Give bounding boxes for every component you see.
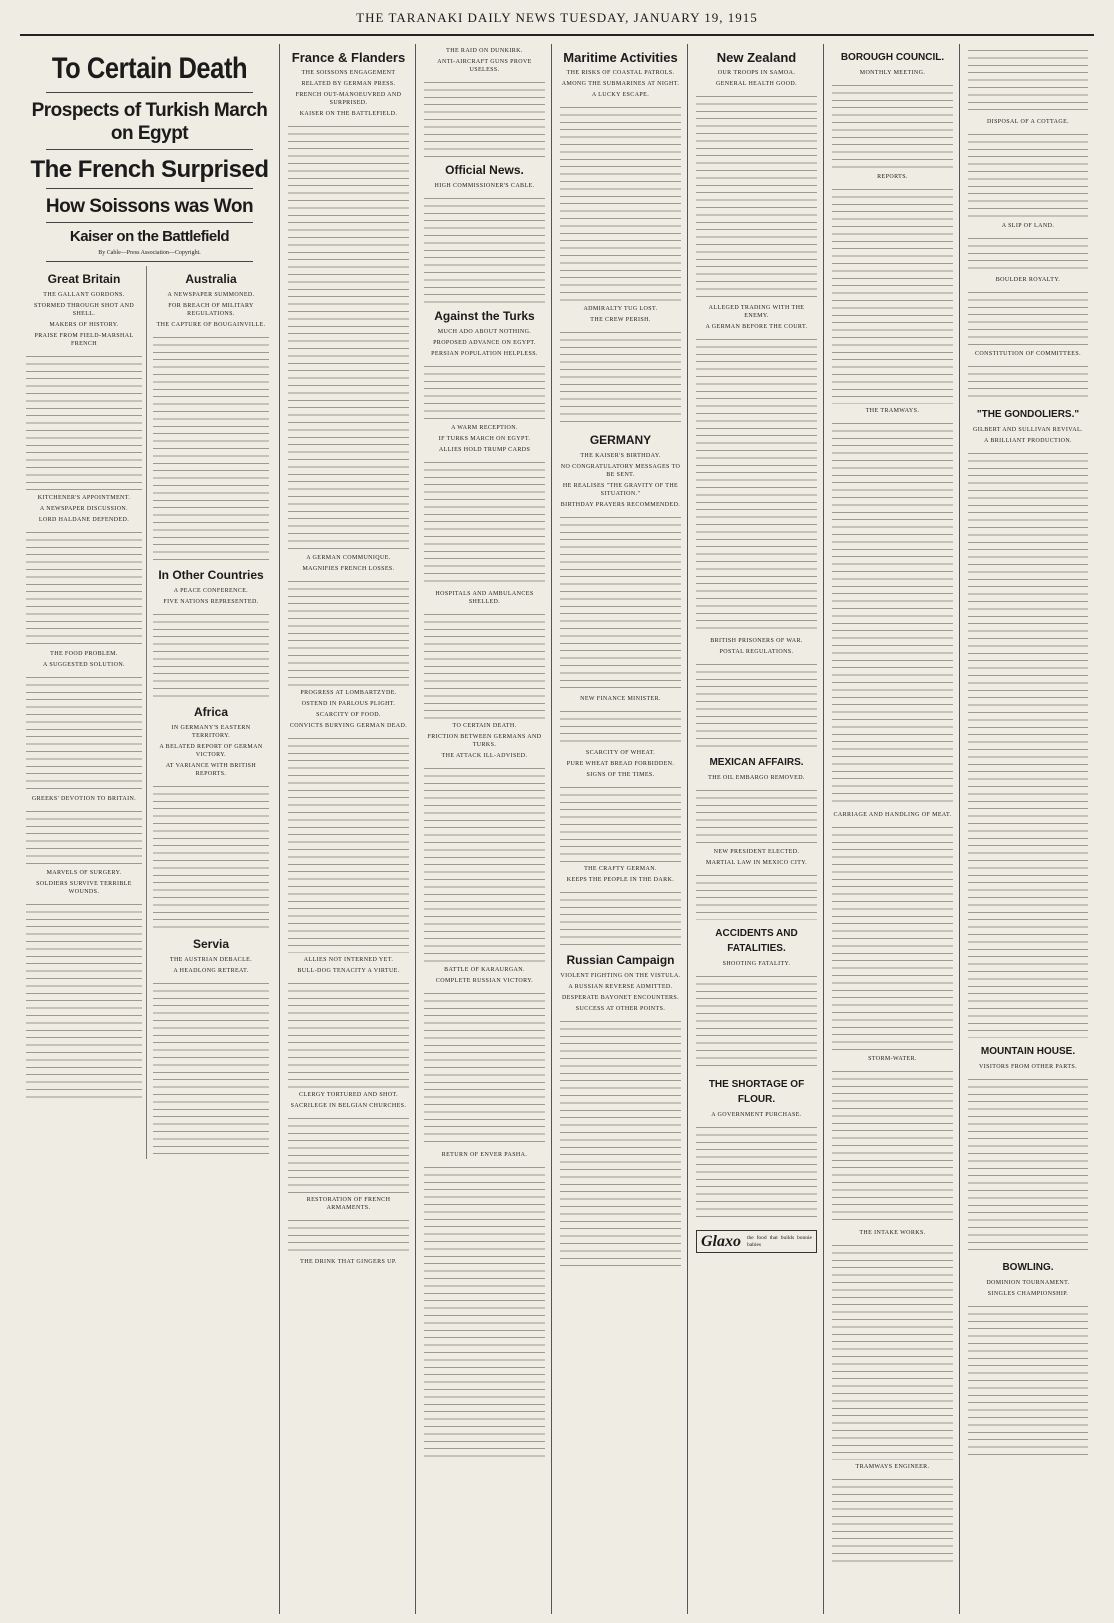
subhead: LORD HALDANE DEFENDED. xyxy=(38,517,130,524)
subhead: BRITISH PRISONERS OF WAR. xyxy=(710,638,803,644)
section-france-flanders: France & Flanders xyxy=(291,50,406,65)
subhead: PROPOSED ADVANCE ON EGYPT. xyxy=(433,340,536,346)
subhead: MARTIAL LAW IN MEXICO CITY. xyxy=(705,860,808,866)
divider xyxy=(46,149,253,150)
subhead: SOLDIERS SURVIVE TERRIBLE WOUNDS. xyxy=(36,881,132,896)
subhead: VIOLENT FIGHTING ON THE VISTULA. xyxy=(560,973,681,979)
subhead: AT VARIANCE WITH BRITISH REPORTS. xyxy=(165,763,257,778)
subhead: RESTORATION OF FRENCH ARMAMENTS. xyxy=(306,1197,391,1211)
article-text xyxy=(968,233,1088,273)
subhead: MARVELS OF SURGERY. xyxy=(46,870,122,877)
article-text xyxy=(26,351,142,491)
section-africa: Africa xyxy=(193,705,228,720)
subhead: SACRILEGE IN BELGIAN CHURCHES. xyxy=(290,1103,407,1109)
subhead: CARRIAGE AND HANDLING OF MEAT. xyxy=(833,812,952,818)
subhead: A BRILLIANT PRODUCTION. xyxy=(984,438,1072,444)
subhead: BATTLE OF KARAURGAN. xyxy=(444,967,525,973)
article-text xyxy=(968,1074,1088,1254)
subhead: ADMIRALTY TUG LOST. xyxy=(583,306,658,312)
subhead: A RUSSIAN REVERSE ADMITTED. xyxy=(568,984,673,990)
article-text xyxy=(26,527,142,647)
subhead: MONTHLY MEETING. xyxy=(859,70,926,76)
subhead: MUCH ADO ABOUT NOTHING. xyxy=(437,329,532,335)
article-text xyxy=(560,327,681,427)
subhead: A GOVERNMENT PURCHASE. xyxy=(711,1112,802,1118)
subhead: FIVE NATIONS REPRESENTED. xyxy=(163,599,259,606)
section-gondoliers: "THE GONDOLIERS." xyxy=(976,409,1080,420)
subhead: STORM-WATER. xyxy=(868,1056,917,1062)
subhead: NEW PRESIDENT ELECTED. xyxy=(713,849,800,855)
subhead: TRAMWAYS ENGINEER. xyxy=(855,1464,930,1470)
subhead: A LUCKY ESCAPE. xyxy=(591,92,650,98)
article-text xyxy=(288,978,409,1088)
subhead: TO CERTAIN DEATH. xyxy=(452,723,517,729)
subhead: CONVICTS BURYING GERMAN DEAD. xyxy=(289,723,408,729)
article-text xyxy=(288,733,409,953)
subhead: THE RAID ON DUNKIRK. xyxy=(446,48,523,54)
article-text xyxy=(696,659,817,749)
article-text xyxy=(153,781,269,931)
article-text xyxy=(424,457,545,587)
columns xyxy=(20,44,1094,1614)
subhead: AMONG THE SUBMARINES AT NIGHT. xyxy=(561,81,680,87)
section-australia: Australia xyxy=(185,272,237,287)
column-1 xyxy=(20,44,280,1614)
section-germany: GERMANY xyxy=(589,433,652,447)
headline-kaiser: Kaiser on the Battlefield xyxy=(69,228,230,245)
subhead: KITCHENER'S APPOINTMENT. xyxy=(37,495,131,502)
subhead: A PEACE CONFERENCE. xyxy=(173,588,249,595)
article-text xyxy=(26,806,142,866)
subhead: SINGLES CHAMPIONSHIP. xyxy=(987,1291,1069,1297)
subhead: POSTAL REGULATIONS. xyxy=(719,649,794,655)
article-text xyxy=(832,1066,953,1226)
article-text xyxy=(424,988,545,1148)
article-text xyxy=(560,1016,681,1266)
article-text xyxy=(560,706,681,746)
article-text xyxy=(288,1113,409,1193)
subhead: A NEWSPAPER DISCUSSION. xyxy=(39,506,129,513)
divider xyxy=(46,222,253,223)
subhead: THE INTAKE WORKS. xyxy=(859,1230,926,1236)
article-text xyxy=(424,609,545,719)
subhead: NO CONGRATULATORY MESSAGES TO BE SENT. xyxy=(560,464,681,478)
subhead: THE DRINK THAT GINGERS UP. xyxy=(300,1259,397,1265)
article-text xyxy=(696,1122,817,1222)
section-mexican-affairs: MEXICAN AFFAIRS. xyxy=(709,757,804,768)
subhead: REPORTS. xyxy=(877,174,908,180)
subhead: ALLIES NOT INTERNED YET. xyxy=(303,957,394,963)
article-text xyxy=(153,978,269,1158)
subhead: GENERAL HEALTH GOOD. xyxy=(715,81,798,87)
divider xyxy=(46,261,253,262)
glaxo-advertisement xyxy=(696,1230,817,1253)
article-text xyxy=(288,121,409,551)
subhead: PRAISE FROM FIELD-MARSHAL FRENCH xyxy=(34,333,134,348)
article-text xyxy=(832,184,953,404)
subhead: RETURN OF ENVER PASHA. xyxy=(441,1152,528,1158)
divider xyxy=(46,188,253,189)
article-text xyxy=(968,287,1088,347)
article-text xyxy=(696,334,817,634)
subhead: RELATED BY GERMAN PRESS. xyxy=(301,81,396,87)
subhead: CLERGY TORTURED AND SHOT. xyxy=(298,1092,399,1098)
headline-soissons: How Soissons was Won xyxy=(45,196,254,217)
subhead: THE CAPTURE OF BOUGAINVILLE. xyxy=(156,322,266,329)
subhead: THE SOISSONS ENGAGEMENT xyxy=(301,70,396,76)
subhead: THE OIL EMBARGO REMOVED. xyxy=(708,775,805,781)
subhead: NEW FINANCE MINISTER. xyxy=(580,696,661,702)
subhead: SCARCITY OF FOOD. xyxy=(316,712,381,718)
australia-section xyxy=(153,266,273,1159)
subhead: OSTEND IN PARLOUS PLIGHT. xyxy=(301,701,396,707)
column-5 xyxy=(690,44,824,1614)
subhead: ALLEGED TRADING WITH THE ENEMY. xyxy=(708,305,805,319)
article-text xyxy=(696,971,817,1071)
article-text xyxy=(424,763,545,963)
subhead: OUR TROOPS IN SAMOA. xyxy=(717,70,796,76)
article-text xyxy=(26,899,142,1099)
article-text xyxy=(560,782,681,862)
subhead: IN GERMANY'S EASTERN TERRITORY. xyxy=(171,725,251,740)
subhead: BIRTHDAY PRAYERS RECOMMENDED. xyxy=(560,502,681,508)
article-text xyxy=(696,870,817,920)
section-against-turks: Against the Turks xyxy=(434,309,535,323)
article-text xyxy=(288,1215,409,1255)
subhead: DOMINION TOURNAMENT. xyxy=(986,1280,1070,1286)
article-text xyxy=(696,91,817,301)
subhead: HOSPITALS AND AMBULANCES SHELLED. xyxy=(435,591,534,605)
subhead: FRICTION BETWEEN GERMANS AND TURKS. xyxy=(427,734,542,748)
subhead: BOULDER ROYALTY. xyxy=(995,277,1061,283)
subhead: SHOOTING FATALITY. xyxy=(722,961,791,967)
subhead: BULL-DOG TENACITY A VIRTUE. xyxy=(297,968,400,974)
subhead: A SLIP OF LAND. xyxy=(1001,223,1055,229)
subhead: FOR BREACH OF MILITARY REGULATIONS. xyxy=(168,303,254,318)
subhead: COMPLETE RUSSIAN VICTORY. xyxy=(435,978,534,984)
article-text xyxy=(26,672,142,792)
article-text xyxy=(832,80,953,170)
section-russian-campaign: Russian Campaign xyxy=(566,953,675,967)
subhead: VISITORS FROM OTHER PARTS. xyxy=(978,1064,1078,1070)
headline-certain-death: To Certain Death xyxy=(51,52,248,85)
subhead: ANTI-AIRCRAFT GUNS PROVE USELESS. xyxy=(437,59,532,73)
subhead: A NEWSPAPER SUMMONED. xyxy=(167,292,255,299)
glaxo-logo: Glaxo xyxy=(701,1232,741,1250)
article-text xyxy=(968,448,1088,1038)
subhead: GILBERT AND SULLIVAN REVIVAL. xyxy=(973,427,1083,433)
masthead: THE TARANAKI DAILY NEWS TUESDAY, JANUARY 19, 1915 xyxy=(20,10,1094,36)
column-1-split xyxy=(26,266,273,1159)
subhead: THE GALLANT GORDONS. xyxy=(43,292,125,299)
subhead: THE AUSTRIAN DEBACLE. xyxy=(169,957,253,964)
section-borough-council: BOROUGH COUNCIL. xyxy=(840,52,945,63)
subhead: DISPOSAL OF A COTTAGE. xyxy=(986,119,1070,125)
article-text xyxy=(968,45,1088,115)
subhead: SUCCESS AT OTHER POINTS. xyxy=(575,1006,666,1012)
subhead: A GERMAN COMMUNIQUE. xyxy=(306,555,391,561)
column-2 xyxy=(282,44,416,1614)
section-new-zealand: New Zealand xyxy=(716,50,797,65)
section-great-britain: Great Britain xyxy=(47,272,121,287)
column-6 xyxy=(826,44,960,1614)
divider xyxy=(46,92,253,93)
article-text xyxy=(424,77,545,157)
article-text xyxy=(560,512,681,692)
headline-turkish-march: Prospects of Turkish March on Egypt xyxy=(31,100,268,144)
article-text xyxy=(153,609,269,699)
section-bowling: BOWLING. xyxy=(1002,1262,1054,1273)
article-text xyxy=(696,785,817,845)
section-accidents: ACCIDENTS AND FATALITIES. xyxy=(715,928,798,954)
subhead: A SUGGESTED SOLUTION. xyxy=(43,662,125,669)
article-text xyxy=(560,887,681,947)
article-text xyxy=(832,418,953,808)
column-3 xyxy=(418,44,552,1614)
subhead: THE RISKS OF COASTAL PATROLS. xyxy=(566,70,675,76)
article-text xyxy=(968,129,1088,219)
subhead: KEEPS THE PEOPLE IN THE DARK. xyxy=(566,877,675,883)
article-text xyxy=(153,332,269,562)
subhead: PROGRESS AT LOMBARTZYDE. xyxy=(300,690,397,696)
subhead: THE ATTACK ILL-ADVISED. xyxy=(441,753,528,759)
subhead: ALLIES HOLD TRUMP CARDS xyxy=(438,447,531,453)
subhead: FRENCH OUT-MANOEUVRED AND SURPRISED. xyxy=(295,92,402,106)
subhead: THE CREW PERISH. xyxy=(590,317,651,323)
subhead: MAKERS OF HISTORY. xyxy=(49,322,119,329)
section-official-news: Official News. xyxy=(445,163,524,177)
subhead: A HEADLONG RETREAT. xyxy=(173,968,249,975)
column-4 xyxy=(554,44,688,1614)
column-7 xyxy=(962,44,1094,1614)
subhead: THE KAISER'S BIRTHDAY. xyxy=(580,453,661,459)
headline-french-surprised: The French Surprised xyxy=(30,156,269,183)
article-text xyxy=(424,193,545,303)
article-text xyxy=(968,1301,1088,1461)
subhead: HIGH COMMISSIONER'S CABLE. xyxy=(434,183,535,189)
subhead: SCARCITY OF WHEAT. xyxy=(585,750,656,756)
article-text xyxy=(560,102,681,302)
section-shortage-flour: THE SHORTAGE OF FLOUR. xyxy=(708,1079,805,1105)
subhead: KAISER ON THE BATTLEFIELD. xyxy=(299,111,398,117)
section-mountain-house: MOUNTAIN HOUSE. xyxy=(980,1046,1076,1057)
subhead: HE REALISES "THE GRAVITY OF THE SITUATION." xyxy=(562,483,679,497)
byline: By Cable—Press Association—Copyright. xyxy=(98,250,201,256)
section-maritime: Maritime Activities xyxy=(563,50,678,65)
subhead: THE FOOD PROBLEM. xyxy=(50,651,118,658)
subhead: PERSIAN POPULATION HELPLESS. xyxy=(431,351,538,357)
subhead: DESPERATE BAYONET ENCOUNTERS. xyxy=(561,995,680,1001)
subhead: GREEKS' DEVOTION TO BRITAIN. xyxy=(31,796,137,803)
article-text xyxy=(424,361,545,421)
subhead: THE CRAFTY GERMAN. xyxy=(584,866,657,872)
subhead: A WARM RECEPTION. xyxy=(451,425,518,431)
ad-slogan: the food that builds bonnie babies xyxy=(747,1235,812,1248)
section-servia: Servia xyxy=(192,937,230,952)
subhead: CONSTITUTION OF COMMITTEES. xyxy=(975,351,1081,357)
subhead: IF TURKS MARCH ON EGYPT. xyxy=(438,436,531,442)
subhead: MAGNIFIES FRENCH LOSSES. xyxy=(302,566,395,572)
subhead: A GERMAN BEFORE THE COURT. xyxy=(705,324,808,330)
article-text xyxy=(288,576,409,686)
subhead: A BELATED REPORT OF GERMAN VICTORY. xyxy=(159,744,263,759)
article-text xyxy=(424,1162,545,1462)
great-britain-section xyxy=(26,266,147,1159)
subhead: SIGNS OF THE TIMES. xyxy=(586,772,655,778)
subhead: PURE WHEAT BREAD FORBIDDEN. xyxy=(566,761,675,767)
article-text xyxy=(832,822,953,1052)
subhead: THE TRAMWAYS. xyxy=(865,408,920,414)
section-other-countries: In Other Countries xyxy=(158,568,264,583)
article-text xyxy=(968,361,1088,401)
article-text xyxy=(832,1240,953,1460)
subhead: STORMED THROUGH SHOT AND SHELL. xyxy=(33,303,135,318)
article-text xyxy=(832,1474,953,1564)
